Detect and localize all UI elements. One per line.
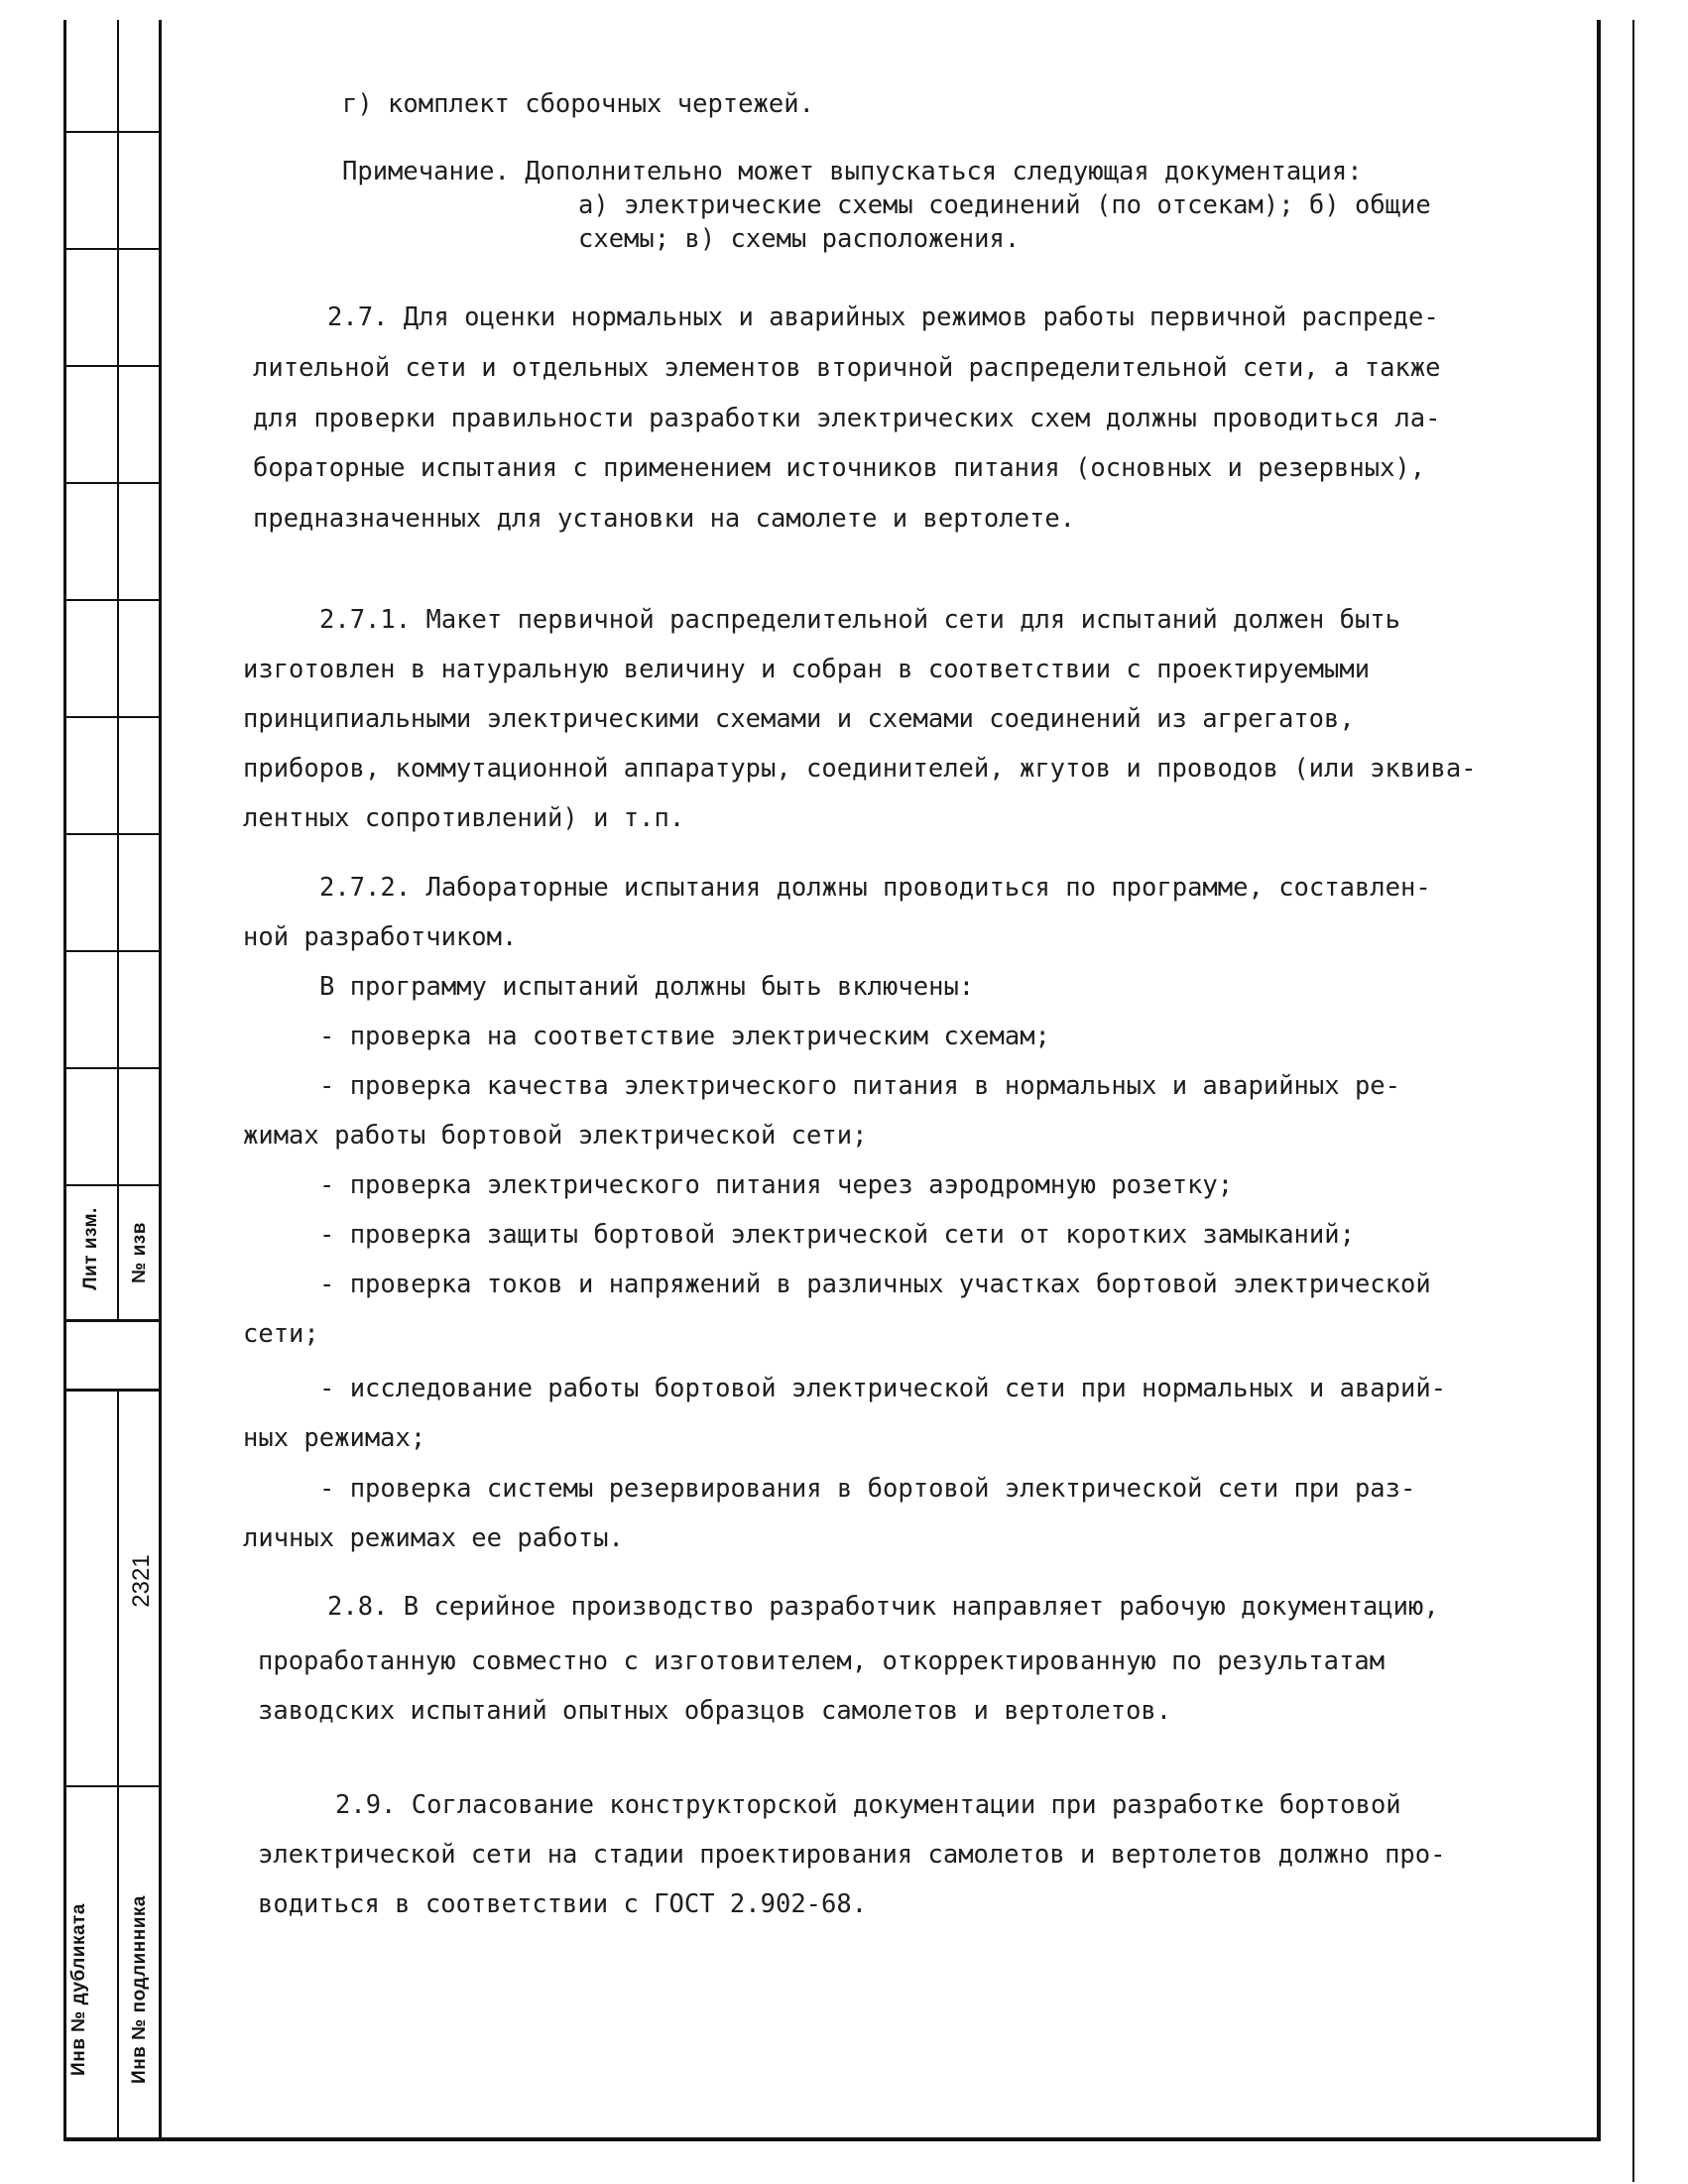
text-line: г) комплект сборочных чертежей. — [342, 89, 814, 119]
note-line: Примечание. Дополнительно может выпускаться следующая документация: — [342, 157, 1363, 186]
note-line: схемы; в) схемы расположения. — [578, 224, 1021, 254]
frame-left-middle — [117, 20, 119, 1319]
stamp-row-line — [63, 1389, 161, 1392]
note-line: а) электрические схемы соединений (по отсекам); б) общие — [578, 190, 1431, 220]
stamp-row-line — [63, 248, 161, 250]
list-item: - проверка токов и напряжений в различных участках бортовой электрической — [319, 1270, 1431, 1299]
stamp-lit-izm: Лит изм. — [80, 1207, 101, 1290]
section-2-7-2-line: 2.7.2. Лабораторные испытания должны проводиться по программе, составлен- — [319, 873, 1431, 903]
list-item: - проверка качества электрического питания в нормальных и аварийных ре- — [319, 1071, 1401, 1101]
frame-right — [1597, 20, 1601, 2141]
section-2-8-line: заводских испытаний опытных образцов самолетов и вертолетов. — [258, 1696, 1172, 1726]
section-2-7-line: предназначенных для установки на самолете и вертолете. — [253, 504, 1076, 534]
section-2-7-line: бораторные испытания с применением источников питания (основных и резервных), — [253, 453, 1426, 483]
section-2-9-line: водиться в соответствии с ГОСТ 2.902-68. — [258, 1889, 868, 1919]
list-item: личных режимах ее работы. — [243, 1523, 624, 1553]
list-item: сети; — [243, 1319, 319, 1349]
stamp-inv-duplicate: Инв № дубликата — [68, 1903, 89, 2076]
list-item: - проверка электрического питания через аэродромную розетку; — [319, 1170, 1234, 1200]
stamp-row-line — [63, 1067, 161, 1069]
section-2-8-line: 2.8. В серийное производство разработчик направляет рабочую документацию, — [327, 1592, 1439, 1622]
stamp-row-line — [63, 833, 161, 835]
list-item: - исследование работы бортовой электрической сети при нормальных и аварий- — [319, 1374, 1447, 1403]
section-2-7-line: лительной сети и отдельных элементов вторичной распределительной сети, а также — [253, 353, 1441, 383]
list-item: - проверка на соответствие электрическим схемам; — [319, 1022, 1050, 1051]
stamp-row-line — [63, 365, 161, 367]
stamp-inv-original-number: 2321 — [128, 1554, 155, 1608]
frame-left-outer — [63, 20, 66, 2140]
list-item: жимах работы бортовой электрической сети; — [243, 1121, 868, 1151]
stamp-row-line — [63, 482, 161, 484]
frame-bottom — [63, 2137, 1601, 2141]
section-2-7-1-line: лентных сопротивлений) и т.п. — [243, 803, 685, 833]
section-2-7-1-line: принципиальными электрическими схемами и схемами соединений из агрегатов, — [243, 704, 1355, 734]
section-2-7-1-line: изготовлен в натуральную величину и собран в соответствии с проектируемыми — [243, 655, 1371, 684]
list-item: ных режимах; — [243, 1423, 426, 1453]
section-2-7-line: 2.7. Для оценки нормальных и аварийных режимов работы первичной распреде- — [327, 303, 1439, 332]
stamp-inv-original: Инв № подлинника — [129, 1895, 150, 2084]
list-item: - проверка системы резервирования в бортовой электрической сети при раз- — [319, 1474, 1416, 1504]
stamp-row-line — [63, 1319, 161, 1322]
section-2-9-line: электрической сети на стадии проектирования самолетов и вертолетов должно про- — [258, 1840, 1446, 1870]
stamp-row-line — [63, 950, 161, 952]
frame-right-edge — [1632, 20, 1634, 2182]
stamp-row-line — [63, 599, 161, 601]
frame-left-middle-lower — [117, 1389, 119, 2140]
section-2-7-2-line: В программу испытаний должны быть включены: — [319, 972, 975, 1002]
section-2-9-line: 2.9. Согласование конструкторской документации при разработке бортовой — [335, 1790, 1401, 1820]
section-2-8-line: проработанную совместно с изготовителем, откорректированную по результатам — [258, 1646, 1386, 1676]
section-2-7-2-line: ной разработчиком. — [243, 922, 518, 952]
section-2-7-line: для проверки правильности разработки электрических схем должны проводиться ла- — [253, 404, 1441, 433]
section-2-7-1-line: приборов, коммутационной аппаратуры, соединителей, жгутов и проводов (или эквива- — [243, 754, 1477, 784]
stamp-row-line — [63, 1785, 161, 1787]
stamp-row-line — [63, 131, 161, 133]
stamp-no-izv: № изв — [129, 1222, 150, 1283]
list-item: - проверка защиты бортовой электрической сети от коротких замыканий; — [319, 1220, 1355, 1250]
frame-left-inner — [159, 20, 162, 2140]
section-2-7-1-line: 2.7.1. Макет первичной распределительной сети для испытаний должен быть — [319, 605, 1401, 635]
stamp-row-line — [63, 716, 161, 718]
stamp-row-line — [63, 1184, 161, 1186]
